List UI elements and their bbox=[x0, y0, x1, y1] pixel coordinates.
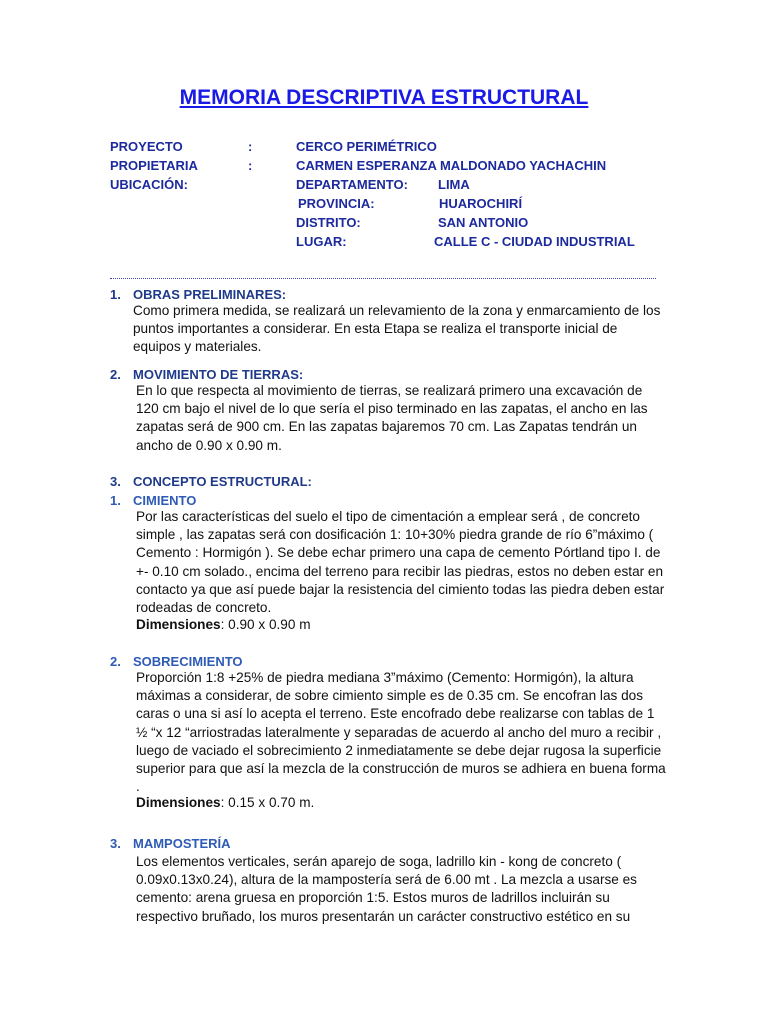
provincia-label: PROVINCIA: bbox=[298, 196, 375, 211]
section-2-text: En lo que respecta al movimiento de tierras, se realizará primero una excavación de 120 cm bajo el nivel de lo que sería el piso terminado en las zapatas, el ancho en las zapatas será de 900 cm. En las zapatas bajaremos 70 cm. Las Zapatas tendrán un ancho de 0.90 x 0.90 m. bbox=[136, 383, 648, 453]
provincia-value: HUAROCHIRÍ bbox=[439, 196, 523, 211]
mamposteria-number: 3. bbox=[110, 836, 121, 851]
cimiento-dim-value: : 0.90 x 0.90 m bbox=[220, 617, 311, 632]
cimiento-dim-label: Dimensiones bbox=[136, 617, 221, 632]
proyecto-label: PROYECTO bbox=[110, 139, 183, 154]
sobrecimiento-title: SOBRECIMIENTO bbox=[133, 654, 243, 669]
page-title: MEMORIA DESCRIPTIVA ESTRUCTURAL bbox=[179, 86, 589, 109]
distrito-value: SAN ANTONIO bbox=[438, 215, 529, 230]
sobrecimiento-dim-value: : 0.15 x 0.70 m. bbox=[220, 795, 315, 810]
cimiento-dimensions bbox=[136, 616, 666, 634]
section-1-title: OBRAS PRELIMINARES: bbox=[133, 287, 287, 302]
lugar-value: CALLE C - CIUDAD INDUSTRIAL bbox=[434, 234, 635, 249]
section-2-number: 2. bbox=[110, 367, 121, 382]
section-2-title: MOVIMIENTO DE TIERRAS: bbox=[133, 367, 304, 382]
departamento-label: DEPARTAMENTO: bbox=[296, 177, 408, 192]
section-1-number: 1. bbox=[110, 287, 121, 302]
section-3-number: 3. bbox=[110, 474, 121, 489]
cimiento-number: 1. bbox=[110, 493, 121, 508]
sobrecimiento-dimensions bbox=[136, 794, 666, 812]
mamposteria-text: Los elementos verticales, serán aparejo de soga, ladrillo kin - kong de concreto ( 0.09x0.13x0.24), altura de la mampostería será de 6.00 mt . La mezcla a usarse es cemento: arena gruesa en proporción 1:5. Estos muros de ladrillos incluirán su respectivo bruñado, los muros presentarán un carácter constructivo estético en su bbox=[136, 854, 637, 924]
cimiento-title: CIMIENTO bbox=[133, 493, 197, 508]
departamento-value: LIMA bbox=[438, 177, 470, 192]
section-1-text: Como primera medida, se realizará un relevamiento de la zona y enmarcamiento de los puntos importantes a considerar. En esta Etapa se realiza el transporte inicial de equipos y materiales. bbox=[133, 303, 661, 355]
distrito-label: DISTRITO: bbox=[296, 215, 361, 230]
proyecto-colon: : bbox=[248, 139, 253, 154]
sobrecimiento-number: 2. bbox=[110, 654, 121, 669]
proyecto-value: CERCO PERIMÉTRICO bbox=[296, 139, 437, 154]
sobrecimiento-dim-label: Dimensiones bbox=[136, 795, 221, 810]
propietaria-colon: : bbox=[248, 158, 253, 173]
mamposteria-title: MAMPOSTERÍA bbox=[133, 836, 231, 851]
propietaria-label: PROPIETARIA bbox=[110, 158, 198, 173]
ubicacion-label: UBICACIÓN: bbox=[110, 177, 188, 192]
lugar-label: LUGAR: bbox=[296, 234, 347, 249]
section-3-title: CONCEPTO ESTRUCTURAL: bbox=[133, 474, 312, 489]
cimiento-text: Por las características del suelo el tipo de cimentación a emplear será , de concreto simple , las zapatas será con dosificación 1: 10+30% piedra grande de río 6”máximo ( Cemento : Hormigón ). Se debe echar primero una capa de cemento Pórtland tipo I. de +- 0.10 cm solado., encima del terreno para recibir las piedras, estos no deben estar en contacto ya que así puede bajar la resistencia del cimiento todas las piedra deben estar rodeadas de concreto. bbox=[136, 509, 665, 616]
divider bbox=[110, 278, 656, 279]
sobrecimiento-text: Proporción 1:8 +25% de piedra mediana 3”máximo (Cemento: Hormigón), la altura máximas a considerar, de sobre cimiento simple es de 0.35 cm. Se encofran las dos caras o una si así lo acepta el terreno. Este encofrado debe realizarse con tablas de 1 ½ “x 12 “arriostradas lateralmente y separadas de acuerdo al ancho del muro a recibir , luego de vaciado el sobrecimiento 2 inmediatamente se debe dejar rugosa la superficie superior para que así la mezcla de la construcción de muros se adhiera en buena forma . bbox=[136, 670, 666, 795]
propietaria-value: CARMEN ESPERANZA MALDONADO YACHACHIN bbox=[296, 158, 607, 173]
